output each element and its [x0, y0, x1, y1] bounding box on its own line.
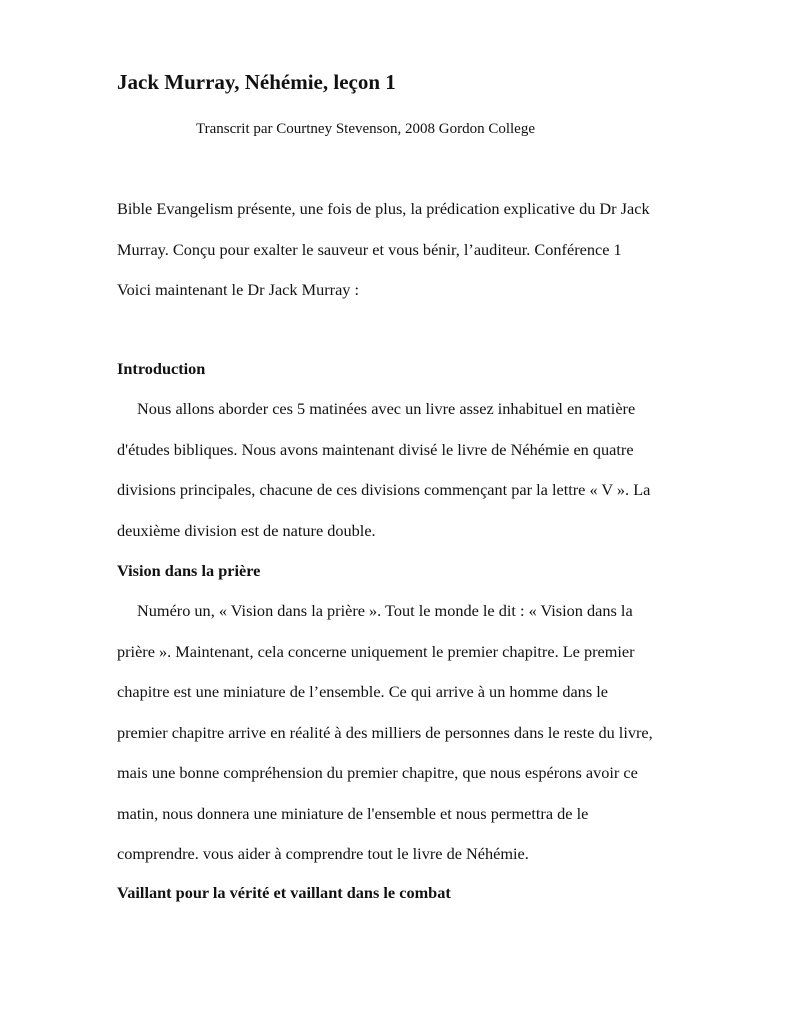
- paragraph-line: mais une bonne compréhension du premier chapitre, que nous espérons avoir ce: [117, 763, 638, 782]
- vision-paragraph: [117, 591, 697, 875]
- paragraph-line: d'études bibliques. Nous avons maintenant divisé le livre de Néhémie en quatre: [117, 439, 634, 459]
- paragraph-line: chapitre est une miniature de l’ensemble. Ce qui arrive à un homme dans le: [117, 682, 608, 701]
- paragraph-line: prière ». Maintenant, cela concerne uniquement le premier chapitre. Le premier: [117, 641, 635, 661]
- intro-paragraph: [117, 189, 697, 311]
- section-heading-introduction: Introduction: [117, 359, 206, 378]
- paragraph-line: deuxième division est de nature double.: [117, 520, 376, 540]
- transcription-credit: Transcrit par Courtney Stevenson, 2008 Gordon College: [196, 121, 535, 137]
- paragraph-line: Murray. Conçu pour exalter le sauveur et vous bénir, l’auditeur. Conférence 1: [117, 239, 622, 259]
- paragraph-line: Bible Evangelism présente, une fois de plus, la prédication explicative du Dr Jack: [117, 199, 650, 218]
- section-heading-vaillant: Vaillant pour la vérité et vaillant dans le combat: [117, 883, 451, 902]
- paragraph-line: matin, nous donnera une miniature de l'ensemble et nous permettra de le: [117, 803, 589, 823]
- introduction-paragraph: [117, 389, 697, 551]
- paragraph-line: premier chapitre arrive en réalité à des milliers de personnes dans le reste du livre,: [117, 722, 653, 742]
- document-title: Jack Murray, Néhémie, leçon 1: [117, 70, 396, 94]
- paragraph-line: divisions principales, chacune de ces divisions commençant par la lettre « V ». La: [117, 480, 651, 499]
- section-heading-vision: Vision dans la prière: [117, 561, 261, 580]
- paragraph-line: comprendre. vous aider à comprendre tout le livre de Néhémie.: [117, 844, 529, 863]
- paragraph-line: Nous allons aborder ces 5 matinées avec un livre assez inhabituel en matière: [137, 399, 636, 418]
- paragraph-line: Numéro un, « Vision dans la prière ». Tout le monde le dit : « Vision dans la: [137, 601, 633, 620]
- paragraph-line: Voici maintenant le Dr Jack Murray :: [117, 280, 360, 299]
